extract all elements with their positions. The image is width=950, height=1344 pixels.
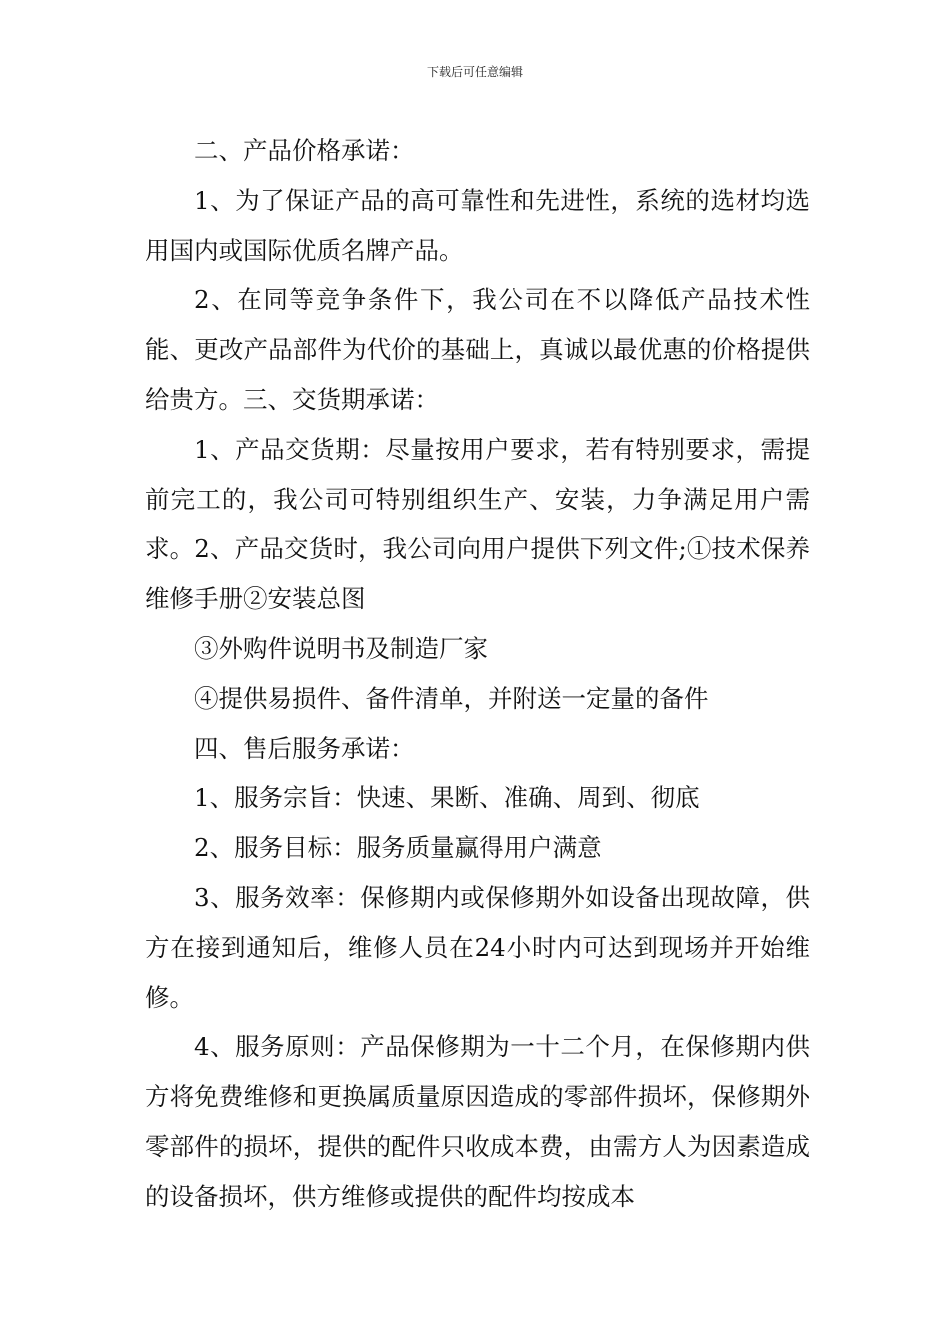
paragraph-delivery-1: 1、产品交货期：尽量按用户要求，若有特别要求，需提前完工的，我公司可特别组织生产、安装，力争满足用户需求。2、产品交货时，我公司向用户提供下列文件;①技术保养维修手册②安装总图: [145, 434, 810, 614]
paragraph-price-2: 2、在同等竞争条件下，我公司在不以降低产品技术性能、更改产品部件为代价的基础上，真诚以最优惠的价格提供给贵方。三、交货期承诺：: [145, 285, 810, 414]
paragraph-delivery-item-3: ③外购件说明书及制造厂家: [194, 633, 488, 663]
document-body: [145, 126, 810, 1222]
paragraph-service-efficiency: 3、服务效率：保修期内或保修期外如设备出现故障，供方在接到通知后，维修人员在24小时内可达到现场并开始维修。: [145, 882, 810, 1012]
paragraph-price-1: 1、为了保证产品的高可靠性和先进性，系统的选材均选用国内或国际优质名牌产品。: [145, 185, 810, 265]
paragraph-delivery-item-4: ④提供易损件、备件清单，并附送一定量的备件: [194, 683, 709, 713]
section-heading-price-commitment: 二、产品价格承诺：: [194, 136, 415, 165]
paragraph-service-goal: 2、服务目标：服务质量赢得用户满意: [194, 833, 602, 863]
page-header: 下载后可任意编辑: [426, 65, 523, 79]
paragraph-service-principle: 4、服务原则：产品保修期为一十二个月，在保修期内供方将免费维修和更换属质量原因造成的零部件损坏，保修期外零部件的损坏，提供的配件只收成本费，由需方人为因素造成的设备损坏，供方维修或提供的配件均按成本: [145, 1032, 810, 1211]
section-heading-after-sales: 四、售后服务承诺：: [194, 733, 415, 763]
paragraph-service-purpose: 1、服务宗旨：快速、果断、准确、周到、彻底: [194, 783, 700, 813]
